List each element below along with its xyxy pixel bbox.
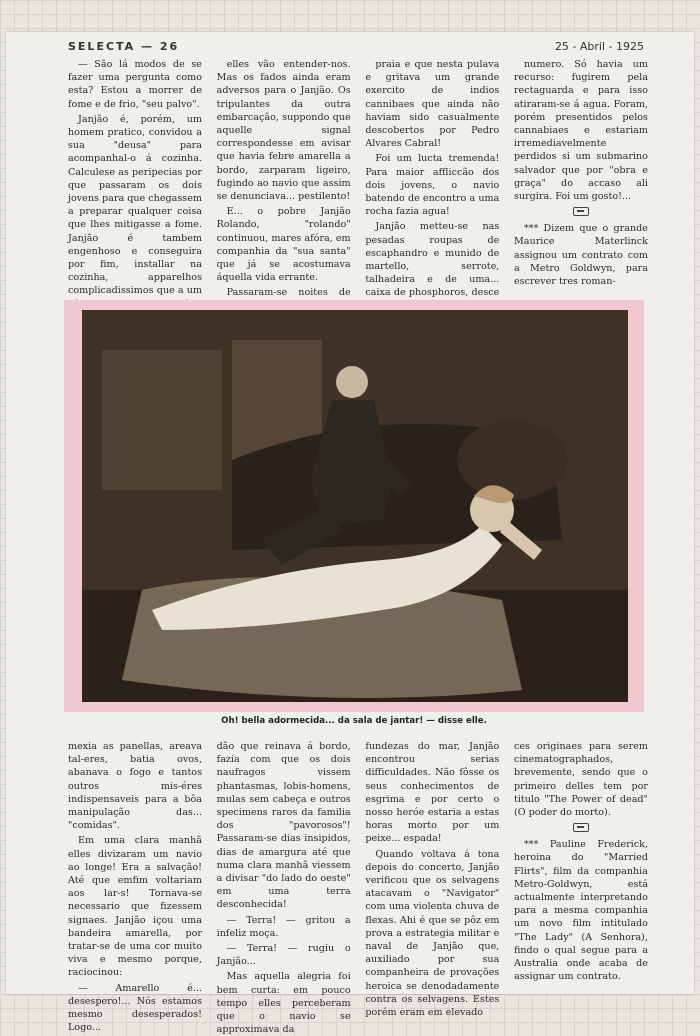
bottom-text-columns — [68, 740, 648, 1036]
page-header — [56, 40, 646, 56]
paragraph: Foi um lucta tremenda! Para maior affliccão dos dois jovens, o navio batendo de encontro a uma rocha fazia agua! — [365, 153, 500, 218]
header-title: SELECTA — 26 — [68, 40, 180, 53]
paragraph: ces originaes para serem cinematographados, brevemente, sendo que o primeiro delles tem por titulo "The Power of dead" (O poder do morto). — [513, 741, 648, 819]
paragraph: *** Dizem que o grande Maurice Materlinck assignou um contrato com a Metro Goldwyn, para escrever tres roman- — [513, 223, 648, 288]
film-still-photo — [82, 310, 628, 702]
section-separator-icon — [573, 823, 589, 832]
paragraph: numero. Só havia um recurso: fugirem pela rectaguarda e para isso atiraram-se á agua. Foram, porém presentidos pelos cannabiaes e estariam irremediavelmente perdidos si um submarino salvador que por "obra e graça" do accaso ali surgira. Foi um gosto!... — [513, 59, 648, 203]
paragraph: praia e que nesta pulava e gritava um grande exercito de indios cannibaes que ainda não haviam sido casualmente descobertos por Pedro Alvares Cabral! — [365, 59, 500, 150]
paragraph: Em uma clara manhã elles divizaram um navio ao longe! Era a salvação! Até que emfim voltariam aos lar-s! Tornava-se necessario que fizessem signaes. Janjão içou uma bandeira amarella, por tratar-se de uma cor muito viva e mesmo porque, raciocinou: — [68, 835, 202, 979]
text-column-4 — [514, 58, 648, 294]
text-column-8 — [513, 740, 648, 983]
section-separator-icon — [573, 207, 589, 216]
paragraph: fundezas do mar, Janjão encontrou serias difficuldades. Não fôsse os seus conhecimentos de esgrima e por certo o nosso heróe estaria a estas horas morto por um peixe... espada! — [365, 741, 500, 845]
paragraph: — Amarello é... desespero!... Nós estamos mesmo desesperados! Logo... — [68, 982, 202, 1034]
paragraph: Passaram-se noites de — [226, 287, 351, 299]
film-still-illustration — [82, 310, 628, 702]
paragraph: dão que reinava á bordo, fazia com que os dois naufragos vissem phantasmas, lobis-homens, mulas sem cabeça e outros specimens raros da familia dos "pavorosos"! Passaram-se dias insipidos, dias de amargura até que numa clara manhã viessem a divisar "do lado do oeste" em uma terra desconhecida! — [216, 741, 351, 911]
text-column-2 — [216, 58, 351, 299]
paragraph: Quando voltava á tona depois do concerto, Janjão verificou que os selvagens atacavam o "Navigator" com uma violenta chuva de flexas. Ahi é que se pôz em prova a estrategia militar e naval de Janjão que, auxiliado por sua companheira de provações heroica se denodadamente contra os selvagens. Estes porém eram em elevado — [365, 848, 500, 1019]
header-date: 25 - Abril - 1925 — [554, 40, 644, 53]
top-text-columns — [68, 58, 648, 299]
text-column-7 — [365, 740, 500, 1019]
paragraph: — Terra! — rugiu o Janjão... — [216, 943, 351, 968]
paragraph: *** Pauline Frederick, heroina do "Married Flirts", film da companhia Metro-Goldwyn, está actualmente interpretando para a mesma companhia um novo film intitulado "The Lady" (A Senhora), findo o qual segue para a Australia onde acaba de assignar um contrato. — [513, 839, 648, 983]
text-column-5 — [68, 740, 202, 1034]
text-column-1 — [68, 58, 202, 297]
text-column-3 — [365, 58, 500, 299]
paragraph: elles vão entender-nos. Mas os fados ainda eram adversos para o Janjão. Os tripulantes da outra embarcação, suppondo que aquelle signal correspondesse em avisar que havia febre amarella a bordo, zarparam ligeiro, fugindo ao navio que assim se denunciava... pestilento! — [216, 59, 351, 203]
paragraph: — São lá modos de se fazer uma pergunta como esta? Estou a morrer de fome e de frio, "seu palvo". — [68, 59, 202, 110]
photo-caption: Oh! bella adormecida... da sala de jantar! — disse elle. — [221, 716, 487, 726]
text-column-6 — [216, 740, 351, 1036]
paragraph: E... o pobre Janjão Rolando, "rolando" continuou, mares afóra, em companhia da "sua santa" que já se acostumava áquella vida errante. — [216, 206, 351, 284]
paragraph: Mas aquella alegria foi bem curta: em pouco tempo elles perceberam que o navio se approximava da — [216, 971, 351, 1036]
paragraph: Janjão metteu-se nas pesadas roupas de escaphandro e munido de martello, serrote, talhadeira e de uma... caixa de phosphoros, desce — [365, 221, 500, 299]
photo-frame — [64, 300, 644, 712]
paragraph: — Terra! — gritou a infeliz moça. — [216, 914, 351, 939]
paragraph: mexia as panellas, areava tal-eres, batia ovos, abanava o fogo e tantos outros mis-éres indispensaveis para a bôa manipulação das... "comidas". — [68, 741, 202, 832]
paragraph: Janjão é, porém, um homem pratico, convidou a sua "deusa" para acompanhal-o á cozinha. Calculese as peripecias por que passaram os dois jovens para que chegassem a preparar qualquer coisa que lhes mitigasse a fome. Janjão é tambem engenhoso e conseguira por fim, installar na cozinha, apparelhos complicadissimos que a um — [68, 113, 202, 297]
